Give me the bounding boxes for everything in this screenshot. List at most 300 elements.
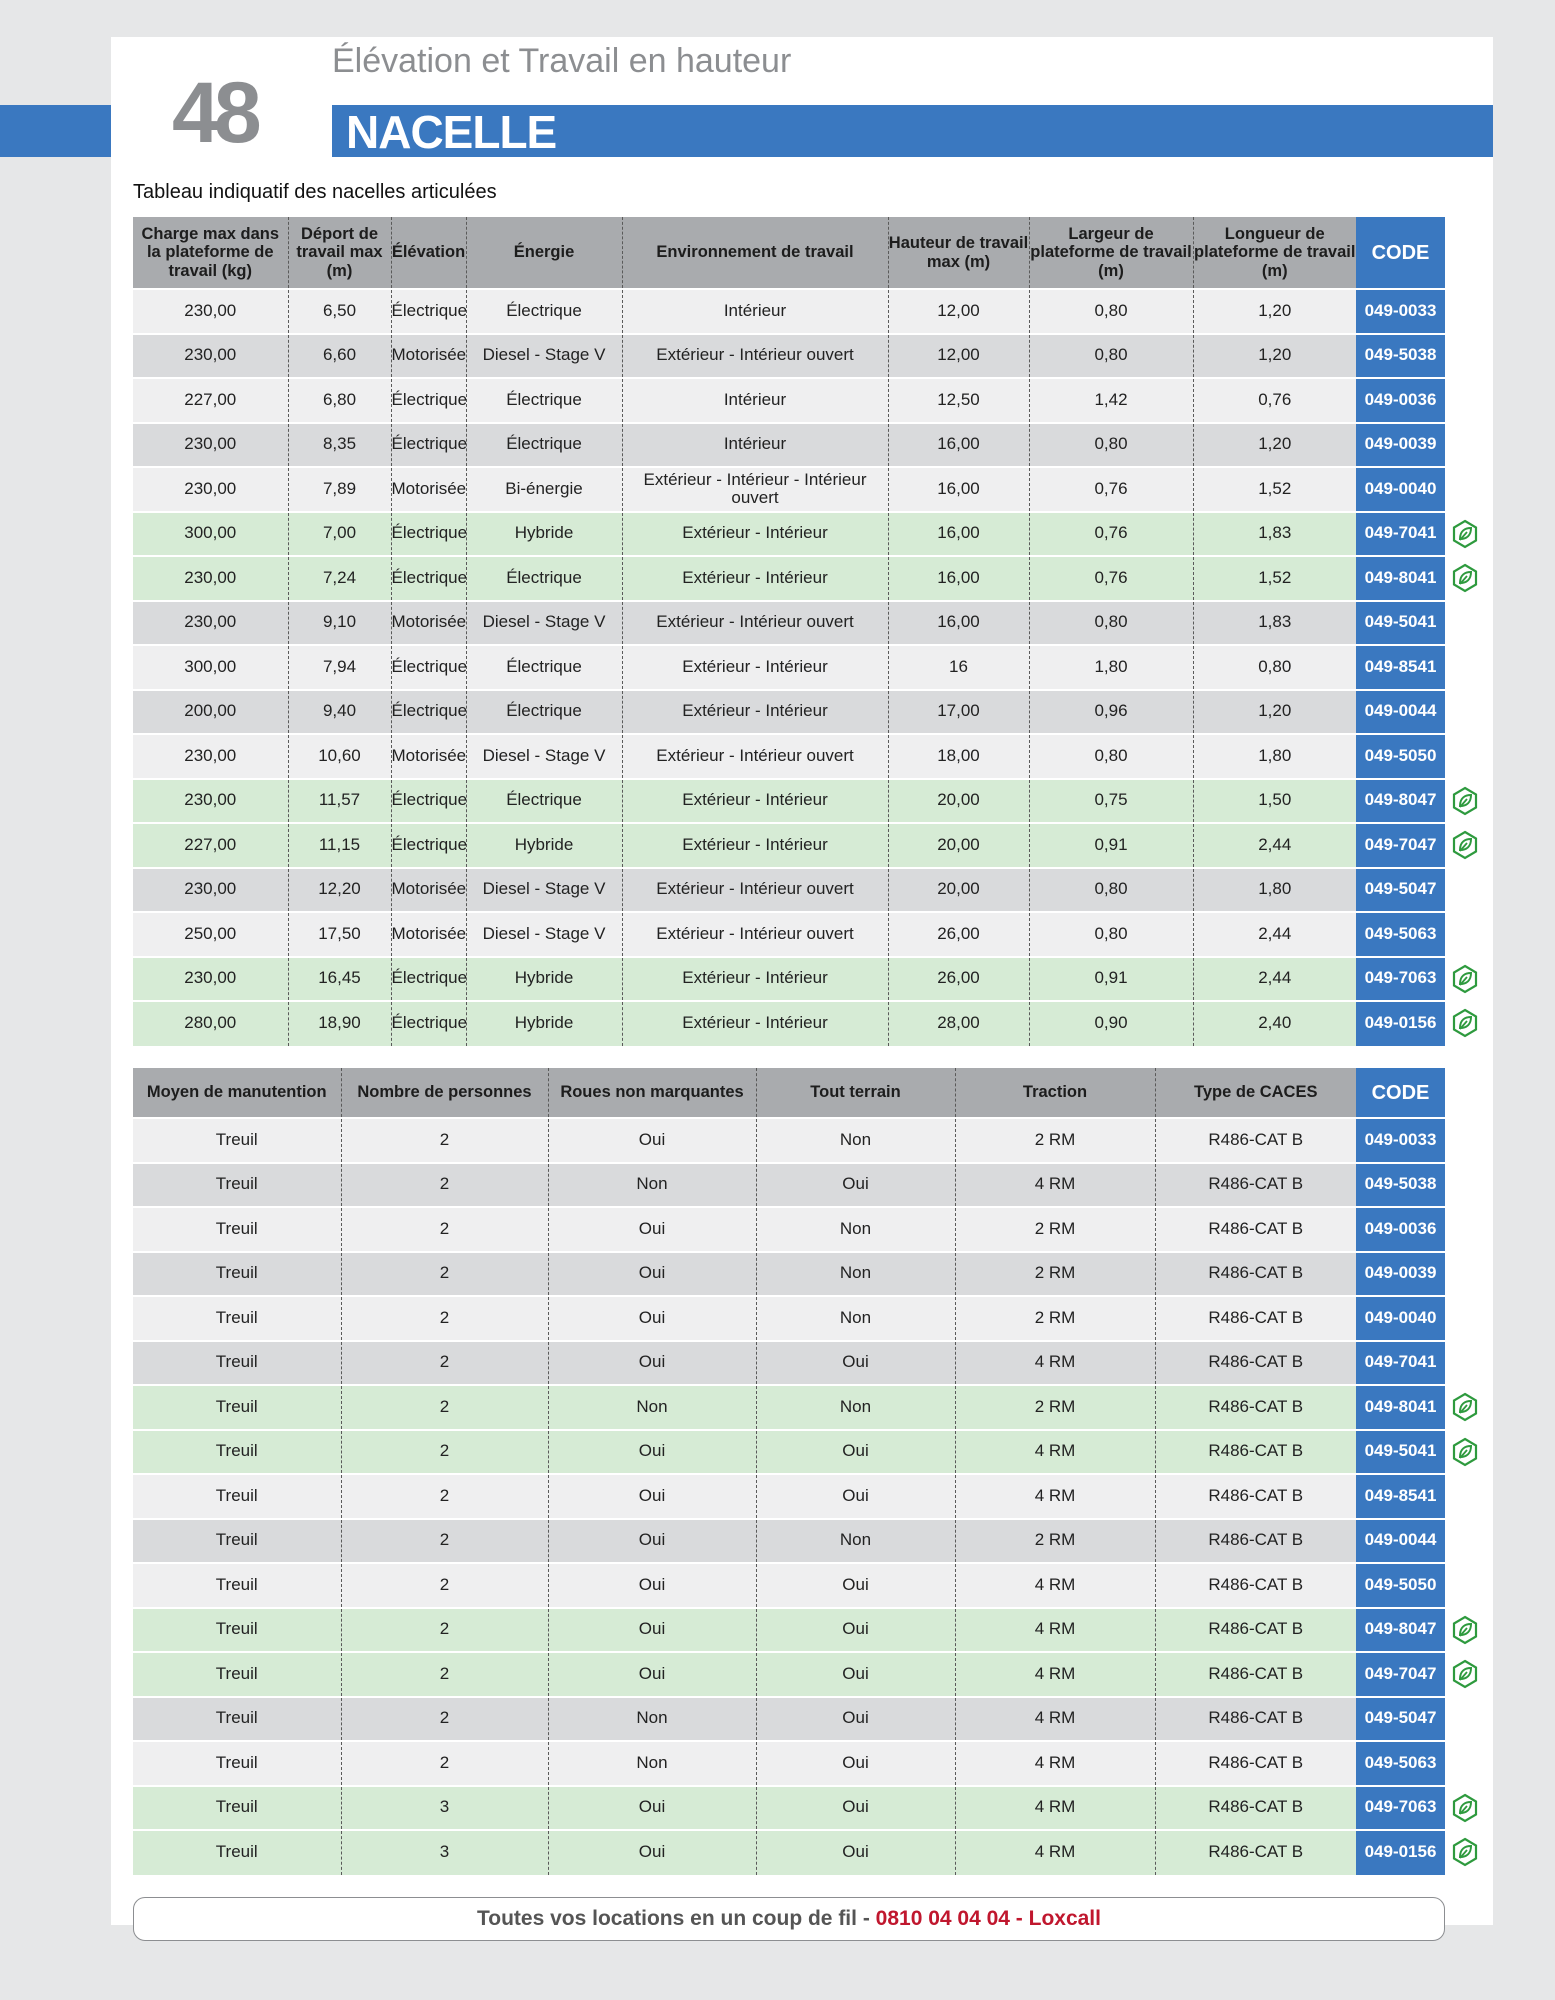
cell-deport: 7,00 [288, 512, 391, 557]
cell-largeur: 0,76 [1029, 512, 1193, 557]
cell-elevation: Motorisée [391, 734, 466, 779]
eco-cell [1445, 1608, 1485, 1653]
cell-personnes: 2 [341, 1341, 548, 1386]
eco-cell [1445, 1207, 1485, 1252]
col-header-personnes: Nombre de personnes [341, 1068, 548, 1118]
cell-deport: 18,90 [288, 1001, 391, 1046]
cell-terrain: Oui [756, 1830, 955, 1875]
footer-text: Toutes vos locations en un coup de fil - [477, 1907, 876, 1930]
eco-leaf-icon [1450, 1615, 1480, 1645]
cell-personnes: 2 [341, 1608, 548, 1653]
cell-code: 049-7063 [1356, 957, 1445, 1002]
cell-terrain: Non [756, 1519, 955, 1564]
col-header-code: CODE [1356, 1068, 1445, 1118]
cell-code: 049-0044 [1356, 1519, 1445, 1564]
cell-charge: 230,00 [133, 734, 288, 779]
cell-moyen: Treuil [133, 1519, 341, 1564]
cell-longueur: 1,83 [1193, 512, 1356, 557]
eco-cell [1445, 1697, 1485, 1742]
cell-longueur: 1,50 [1193, 779, 1356, 824]
cell-terrain: Non [756, 1118, 955, 1163]
cell-code: 049-8541 [1356, 645, 1445, 690]
cell-code: 049-5050 [1356, 1563, 1445, 1608]
eco-cell [1445, 378, 1485, 423]
table-row [133, 334, 1485, 379]
cell-code: 049-7047 [1356, 823, 1445, 868]
eco-cell [1445, 601, 1485, 646]
table-row [133, 423, 1485, 468]
cell-deport: 16,45 [288, 957, 391, 1002]
cell-code: 049-0040 [1356, 1296, 1445, 1341]
eco-leaf-icon [1450, 830, 1480, 860]
table-row [133, 1430, 1485, 1475]
cell-environnement: Extérieur - Intérieur ouvert [622, 601, 888, 646]
table-row [133, 1163, 1485, 1208]
col-header-energie: Énergie [466, 217, 622, 289]
cell-largeur: 0,80 [1029, 868, 1193, 913]
cell-largeur: 0,75 [1029, 779, 1193, 824]
cell-deport: 11,57 [288, 779, 391, 824]
cell-deport: 7,24 [288, 556, 391, 601]
cell-personnes: 3 [341, 1830, 548, 1875]
cell-terrain: Non [756, 1252, 955, 1297]
cell-longueur: 1,83 [1193, 601, 1356, 646]
table-row [133, 1341, 1485, 1386]
cell-traction: 2 RM [955, 1118, 1155, 1163]
col-header-terrain: Tout terrain [756, 1068, 955, 1118]
eco-cell [1445, 1652, 1485, 1697]
table-row [133, 289, 1485, 334]
cell-largeur: 0,90 [1029, 1001, 1193, 1046]
cell-environnement: Intérieur [622, 289, 888, 334]
cell-moyen: Treuil [133, 1296, 341, 1341]
cell-moyen: Treuil [133, 1385, 341, 1430]
cell-traction: 4 RM [955, 1830, 1155, 1875]
cell-code: 049-0039 [1356, 1252, 1445, 1297]
cell-code: 049-0156 [1356, 1830, 1445, 1875]
cell-code: 049-7047 [1356, 1652, 1445, 1697]
table-row [133, 467, 1485, 512]
cell-terrain: Oui [756, 1563, 955, 1608]
eco-column-header [1445, 1068, 1485, 1118]
eco-cell [1445, 868, 1485, 913]
table-row [133, 1001, 1485, 1046]
table-row [133, 1385, 1485, 1430]
col-header-moyen: Moyen de manutention [133, 1068, 341, 1118]
cell-roues: Non [548, 1741, 756, 1786]
cell-elevation: Électrique [391, 512, 466, 557]
cell-energie: Diesel - Stage V [466, 734, 622, 779]
cell-hauteur: 12,00 [888, 334, 1029, 379]
footer-phone: 0810 04 04 04 - Loxcall [875, 1907, 1101, 1930]
eco-cell [1445, 1163, 1485, 1208]
cell-environnement: Extérieur - Intérieur ouvert [622, 868, 888, 913]
cell-caces: R486-CAT B [1155, 1697, 1356, 1742]
cell-terrain: Non [756, 1385, 955, 1430]
eco-cell [1445, 1563, 1485, 1608]
eco-leaf-icon [1450, 1793, 1480, 1823]
cell-moyen: Treuil [133, 1697, 341, 1742]
cell-code: 049-0033 [1356, 289, 1445, 334]
cell-longueur: 1,80 [1193, 868, 1356, 913]
eco-column-header [1445, 217, 1485, 289]
cell-energie: Diesel - Stage V [466, 912, 622, 957]
cell-caces: R486-CAT B [1155, 1830, 1356, 1875]
cell-roues: Non [548, 1697, 756, 1742]
eco-leaf-icon [1450, 519, 1480, 549]
cell-terrain: Oui [756, 1697, 955, 1742]
cell-charge: 230,00 [133, 467, 288, 512]
cell-terrain: Oui [756, 1163, 955, 1208]
cell-energie: Électrique [466, 556, 622, 601]
cell-hauteur: 17,00 [888, 690, 1029, 735]
cell-deport: 11,15 [288, 823, 391, 868]
title-bar [332, 105, 1493, 157]
cell-largeur: 0,80 [1029, 912, 1193, 957]
cell-personnes: 2 [341, 1563, 548, 1608]
cell-caces: R486-CAT B [1155, 1786, 1356, 1831]
cell-moyen: Treuil [133, 1652, 341, 1697]
eco-cell [1445, 423, 1485, 468]
eco-cell [1445, 1118, 1485, 1163]
cell-roues: Oui [548, 1296, 756, 1341]
eco-cell [1445, 467, 1485, 512]
cell-environnement: Extérieur - Intérieur ouvert [622, 912, 888, 957]
cell-terrain: Oui [756, 1608, 955, 1653]
cell-moyen: Treuil [133, 1341, 341, 1386]
cell-longueur: 1,20 [1193, 289, 1356, 334]
cell-moyen: Treuil [133, 1118, 341, 1163]
eco-leaf-icon [1450, 1392, 1480, 1422]
cell-terrain: Non [756, 1296, 955, 1341]
cell-environnement: Extérieur - Intérieur [622, 779, 888, 824]
cell-traction: 4 RM [955, 1341, 1155, 1386]
cell-deport: 6,60 [288, 334, 391, 379]
page-number: 48 [172, 65, 256, 161]
cell-terrain: Oui [756, 1786, 955, 1831]
cell-traction: 2 RM [955, 1252, 1155, 1297]
cell-traction: 2 RM [955, 1296, 1155, 1341]
cell-code: 049-0036 [1356, 378, 1445, 423]
cell-environnement: Extérieur - Intérieur [622, 556, 888, 601]
cell-longueur: 1,52 [1193, 556, 1356, 601]
col-header-deport: Déport de travail max (m) [288, 217, 391, 289]
cell-caces: R486-CAT B [1155, 1563, 1356, 1608]
table-row [133, 1608, 1485, 1653]
eco-cell [1445, 645, 1485, 690]
cell-terrain: Oui [756, 1741, 955, 1786]
cell-code: 049-0033 [1356, 1118, 1445, 1163]
cell-code: 049-7041 [1356, 1341, 1445, 1386]
cell-moyen: Treuil [133, 1252, 341, 1297]
cell-roues: Oui [548, 1474, 756, 1519]
cell-code: 049-7041 [1356, 512, 1445, 557]
cell-charge: 200,00 [133, 690, 288, 735]
table-row [133, 912, 1485, 957]
cell-personnes: 2 [341, 1741, 548, 1786]
cell-energie: Hybride [466, 957, 622, 1002]
cell-moyen: Treuil [133, 1474, 341, 1519]
cell-longueur: 1,80 [1193, 734, 1356, 779]
cell-hauteur: 26,00 [888, 957, 1029, 1002]
cell-roues: Non [548, 1385, 756, 1430]
cell-energie: Électrique [466, 378, 622, 423]
table-row [133, 734, 1485, 779]
cell-charge: 230,00 [133, 601, 288, 646]
cell-code: 049-5038 [1356, 1163, 1445, 1208]
cell-roues: Oui [548, 1652, 756, 1697]
cell-longueur: 1,20 [1193, 423, 1356, 468]
col-header-code: CODE [1356, 217, 1445, 289]
cell-environnement: Extérieur - Intérieur ouvert [622, 334, 888, 379]
cell-roues: Oui [548, 1341, 756, 1386]
cell-roues: Oui [548, 1519, 756, 1564]
cell-hauteur: 26,00 [888, 912, 1029, 957]
cell-hauteur: 16,00 [888, 423, 1029, 468]
cell-hauteur: 18,00 [888, 734, 1029, 779]
cell-charge: 227,00 [133, 823, 288, 868]
specs-table-body [133, 289, 1485, 1046]
col-header-environnement: Environnement de travail [622, 217, 888, 289]
cell-charge: 230,00 [133, 868, 288, 913]
eco-leaf-icon [1450, 1837, 1480, 1867]
cell-caces: R486-CAT B [1155, 1385, 1356, 1430]
table-row [133, 823, 1485, 868]
cell-longueur: 2,40 [1193, 1001, 1356, 1046]
cell-deport: 12,20 [288, 868, 391, 913]
footer-banner [133, 1897, 1445, 1941]
cell-environnement: Extérieur - Intérieur ouvert [622, 734, 888, 779]
cell-roues: Oui [548, 1830, 756, 1875]
section-subtitle: Élévation et Travail en hauteur [332, 42, 792, 80]
cell-deport: 9,40 [288, 690, 391, 735]
table-row [133, 1207, 1485, 1252]
cell-code: 049-5047 [1356, 868, 1445, 913]
cell-personnes: 2 [341, 1652, 548, 1697]
eco-cell [1445, 1385, 1485, 1430]
cell-deport: 8,35 [288, 423, 391, 468]
cell-caces: R486-CAT B [1155, 1252, 1356, 1297]
cell-environnement: Extérieur - Intérieur [622, 645, 888, 690]
cell-largeur: 0,80 [1029, 423, 1193, 468]
cell-hauteur: 20,00 [888, 779, 1029, 824]
cell-energie: Diesel - Stage V [466, 601, 622, 646]
cell-caces: R486-CAT B [1155, 1519, 1356, 1564]
cell-code: 049-7063 [1356, 1786, 1445, 1831]
cell-roues: Oui [548, 1118, 756, 1163]
cell-hauteur: 12,00 [888, 289, 1029, 334]
cell-roues: Non [548, 1163, 756, 1208]
cell-caces: R486-CAT B [1155, 1163, 1356, 1208]
cell-code: 049-5038 [1356, 334, 1445, 379]
cell-caces: R486-CAT B [1155, 1741, 1356, 1786]
cell-code: 049-0044 [1356, 690, 1445, 735]
cell-charge: 230,00 [133, 779, 288, 824]
cell-moyen: Treuil [133, 1608, 341, 1653]
cell-caces: R486-CAT B [1155, 1474, 1356, 1519]
eco-cell [1445, 912, 1485, 957]
cell-hauteur: 16,00 [888, 467, 1029, 512]
cell-energie: Hybride [466, 1001, 622, 1046]
cell-traction: 4 RM [955, 1652, 1155, 1697]
cell-moyen: Treuil [133, 1830, 341, 1875]
cell-energie: Diesel - Stage V [466, 868, 622, 913]
cell-largeur: 0,80 [1029, 601, 1193, 646]
cell-personnes: 3 [341, 1786, 548, 1831]
cell-longueur: 2,44 [1193, 823, 1356, 868]
cell-traction: 4 RM [955, 1786, 1155, 1831]
cell-longueur: 0,76 [1193, 378, 1356, 423]
table-row [133, 1741, 1485, 1786]
col-header-hauteur: Hauteur de travail max (m) [888, 217, 1029, 289]
cell-largeur: 0,76 [1029, 556, 1193, 601]
cell-elevation: Motorisée [391, 334, 466, 379]
cell-code: 049-5047 [1356, 1697, 1445, 1742]
cell-code: 049-8047 [1356, 779, 1445, 824]
cell-terrain: Non [756, 1207, 955, 1252]
eco-cell [1445, 1341, 1485, 1386]
eco-leaf-icon [1450, 786, 1480, 816]
cell-personnes: 2 [341, 1296, 548, 1341]
cell-terrain: Oui [756, 1341, 955, 1386]
col-header-caces: Type de CACES [1155, 1068, 1356, 1118]
col-header-traction: Traction [955, 1068, 1155, 1118]
cell-energie: Hybride [466, 512, 622, 557]
cell-hauteur: 16,00 [888, 601, 1029, 646]
eco-cell [1445, 289, 1485, 334]
table-row [133, 868, 1485, 913]
cell-traction: 2 RM [955, 1385, 1155, 1430]
cell-personnes: 2 [341, 1118, 548, 1163]
eco-cell [1445, 512, 1485, 557]
cell-environnement: Intérieur [622, 378, 888, 423]
table-row [133, 378, 1485, 423]
table-row [133, 601, 1485, 646]
cell-code: 049-8041 [1356, 1385, 1445, 1430]
cell-hauteur: 28,00 [888, 1001, 1029, 1046]
eco-leaf-icon [1450, 964, 1480, 994]
cell-code: 049-5063 [1356, 912, 1445, 957]
cell-elevation: Électrique [391, 645, 466, 690]
cell-traction: 4 RM [955, 1608, 1155, 1653]
table-row [133, 1252, 1485, 1297]
eco-cell [1445, 1830, 1485, 1875]
cell-code: 049-8541 [1356, 1474, 1445, 1519]
cell-code: 049-5050 [1356, 734, 1445, 779]
cell-environnement: Extérieur - Intérieur [622, 1001, 888, 1046]
cell-hauteur: 20,00 [888, 868, 1029, 913]
cell-energie: Électrique [466, 690, 622, 735]
cell-deport: 9,10 [288, 601, 391, 646]
col-header-longueur: Longueur de plateforme de travail (m) [1193, 217, 1356, 289]
cell-elevation: Électrique [391, 556, 466, 601]
cell-personnes: 2 [341, 1519, 548, 1564]
cell-elevation: Motorisée [391, 467, 466, 512]
cell-energie: Électrique [466, 423, 622, 468]
cell-traction: 4 RM [955, 1697, 1155, 1742]
cell-code: 049-5041 [1356, 601, 1445, 646]
cell-personnes: 2 [341, 1430, 548, 1475]
table-row [133, 779, 1485, 824]
cell-longueur: 2,44 [1193, 912, 1356, 957]
eco-cell [1445, 734, 1485, 779]
cell-code: 049-0040 [1356, 467, 1445, 512]
cell-code: 049-5063 [1356, 1741, 1445, 1786]
equipment-table [133, 1068, 1485, 1875]
cell-caces: R486-CAT B [1155, 1430, 1356, 1475]
cell-largeur: 0,91 [1029, 957, 1193, 1002]
eco-cell [1445, 1474, 1485, 1519]
cell-roues: Oui [548, 1252, 756, 1297]
cell-traction: 2 RM [955, 1519, 1155, 1564]
eco-leaf-icon [1450, 1437, 1480, 1467]
cell-charge: 280,00 [133, 1001, 288, 1046]
eco-cell [1445, 1430, 1485, 1475]
cell-personnes: 2 [341, 1474, 548, 1519]
cell-personnes: 2 [341, 1163, 548, 1208]
cell-longueur: 0,80 [1193, 645, 1356, 690]
cell-elevation: Électrique [391, 779, 466, 824]
cell-traction: 4 RM [955, 1741, 1155, 1786]
cell-elevation: Électrique [391, 378, 466, 423]
cell-energie: Diesel - Stage V [466, 334, 622, 379]
cell-code: 049-0039 [1356, 423, 1445, 468]
cell-largeur: 1,42 [1029, 378, 1193, 423]
cell-environnement: Extérieur - Intérieur [622, 823, 888, 868]
cell-caces: R486-CAT B [1155, 1296, 1356, 1341]
eco-cell [1445, 556, 1485, 601]
cell-largeur: 0,80 [1029, 289, 1193, 334]
eco-cell [1445, 1786, 1485, 1831]
eco-cell [1445, 1519, 1485, 1564]
cell-energie: Électrique [466, 289, 622, 334]
cell-longueur: 1,20 [1193, 334, 1356, 379]
cell-moyen: Treuil [133, 1741, 341, 1786]
cell-caces: R486-CAT B [1155, 1118, 1356, 1163]
cell-energie: Hybride [466, 823, 622, 868]
cell-largeur: 1,80 [1029, 645, 1193, 690]
cell-elevation: Motorisée [391, 601, 466, 646]
cell-elevation: Motorisée [391, 868, 466, 913]
table-row [133, 645, 1485, 690]
cell-deport: 7,89 [288, 467, 391, 512]
col-header-elevation: Élévation [391, 217, 466, 289]
eco-cell [1445, 957, 1485, 1002]
eco-cell [1445, 779, 1485, 824]
table-row [133, 1786, 1485, 1831]
cell-environnement: Extérieur - Intérieur [622, 512, 888, 557]
cell-elevation: Électrique [391, 289, 466, 334]
cell-terrain: Oui [756, 1430, 955, 1475]
cell-roues: Oui [548, 1563, 756, 1608]
cell-traction: 4 RM [955, 1163, 1155, 1208]
cell-personnes: 2 [341, 1207, 548, 1252]
page-title: NACELLE [346, 106, 557, 158]
table-row [133, 1519, 1485, 1564]
eco-cell [1445, 1001, 1485, 1046]
eco-cell [1445, 1741, 1485, 1786]
col-header-largeur: Largeur de plateforme de travail (m) [1029, 217, 1193, 289]
cell-caces: R486-CAT B [1155, 1608, 1356, 1653]
cell-largeur: 0,76 [1029, 467, 1193, 512]
cell-elevation: Motorisée [391, 912, 466, 957]
table-row [133, 957, 1485, 1002]
cell-traction: 4 RM [955, 1563, 1155, 1608]
cell-environnement: Intérieur [622, 423, 888, 468]
cell-code: 049-8041 [1356, 556, 1445, 601]
table-row [133, 556, 1485, 601]
table-caption: Tableau indiquatif des nacelles articulées [133, 181, 497, 203]
